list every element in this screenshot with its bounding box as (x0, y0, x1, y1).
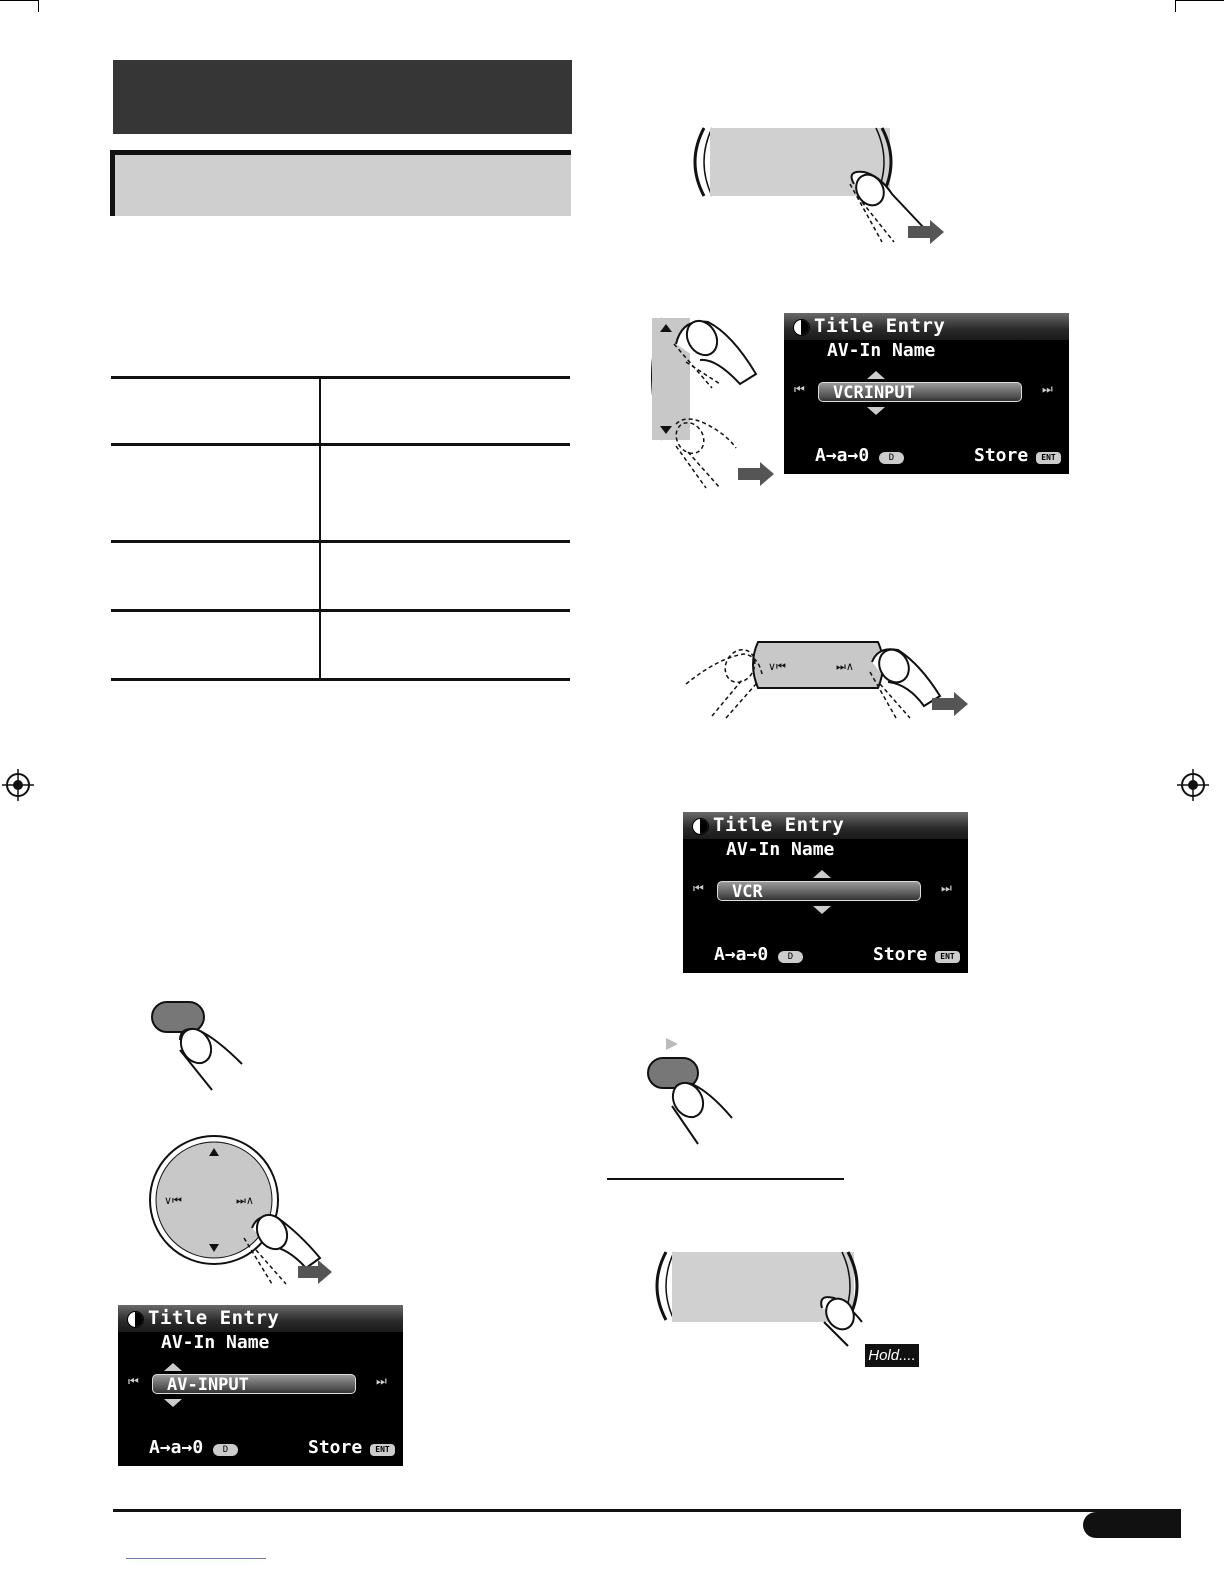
button-press-illustration-right (646, 1034, 738, 1146)
table-column-divider (319, 376, 321, 679)
crop-mark-top-right-v (1175, 0, 1176, 12)
svg-text:∨⏮: ∨⏮ (164, 1194, 182, 1207)
section-header (113, 60, 572, 134)
title-entry-screen-1 (118, 1305, 403, 1466)
char-mode-label: A→a→0 (714, 944, 769, 965)
disc-icon (127, 1311, 144, 1328)
spec-table (111, 376, 570, 682)
screen-title: Title Entry (148, 1307, 280, 1329)
control-panel-press-illustration (686, 124, 952, 248)
down-arrow-icon (813, 906, 831, 914)
crop-mark-top-left-v (38, 0, 39, 12)
table-row (111, 376, 570, 445)
store-label: Store (308, 1437, 363, 1458)
skip-back-icon: ⏮ (128, 1374, 139, 1388)
crop-mark-top-right (1175, 0, 1224, 1)
skip-back-icon: ⏮ (693, 881, 704, 895)
table-row (111, 609, 570, 681)
screen-subtitle: AV-In Name (161, 1332, 270, 1353)
round-knob-illustration (148, 1134, 340, 1290)
skip-forward-icon: ⏭ (376, 1374, 387, 1388)
disc-icon (793, 319, 810, 336)
svg-text:∨⏮: ∨⏮ (768, 660, 786, 673)
registration-mark-left (2, 769, 34, 801)
up-arrow-icon (867, 371, 885, 379)
title-entry-screen-3 (683, 812, 968, 973)
crop-mark-top-left (0, 0, 38, 1)
d-key-badge: D (213, 1444, 238, 1456)
down-arrow-icon (867, 407, 885, 415)
ent-key-badge: ENT (935, 951, 960, 963)
store-label: Store (873, 944, 928, 965)
table-row (111, 540, 570, 610)
section-subheader (110, 150, 571, 216)
skip-forward-icon: ⏭ (1042, 382, 1053, 396)
up-arrow-icon (813, 870, 831, 878)
down-arrow-icon (164, 1399, 182, 1407)
name-entry-field: VCR (717, 881, 921, 901)
disc-icon (692, 818, 709, 835)
left-right-knob-illustration (682, 636, 974, 720)
skip-forward-icon: ⏭ (941, 881, 952, 895)
title-entry-screen-2 (784, 313, 1069, 474)
up-down-knob-illustration (646, 314, 780, 492)
section-underline (607, 1178, 844, 1180)
table-row (111, 443, 570, 542)
svg-text:⏭∧: ⏭∧ (836, 660, 854, 673)
footer-rule (113, 1509, 1181, 1512)
d-key-badge: D (778, 951, 803, 963)
screen-subtitle: AV-In Name (726, 839, 835, 860)
d-key-badge: D (879, 452, 904, 464)
char-mode-label: A→a→0 (815, 445, 870, 466)
page-number-tab (1083, 1512, 1181, 1538)
hold-badge: Hold.... (865, 1344, 919, 1367)
control-panel-hold-illustration (648, 1248, 868, 1348)
svg-text:⏭∧: ⏭∧ (236, 1194, 254, 1207)
screen-subtitle: AV-In Name (827, 340, 936, 361)
up-arrow-icon (164, 1363, 182, 1371)
skip-back-icon: ⏮ (794, 382, 805, 396)
screen-title: Title Entry (814, 315, 946, 337)
registration-mark-right (1177, 769, 1209, 801)
screen-title: Title Entry (713, 814, 845, 836)
button-press-illustration-left (150, 1000, 250, 1092)
store-label: Store (974, 445, 1029, 466)
ent-key-badge: ENT (370, 1444, 395, 1456)
bottom-link-line (126, 1558, 266, 1559)
char-mode-label: A→a→0 (149, 1437, 204, 1458)
name-entry-field: VCRINPUT (818, 382, 1022, 402)
ent-key-badge: ENT (1036, 452, 1061, 464)
name-entry-field: AV-INPUT (152, 1374, 356, 1394)
